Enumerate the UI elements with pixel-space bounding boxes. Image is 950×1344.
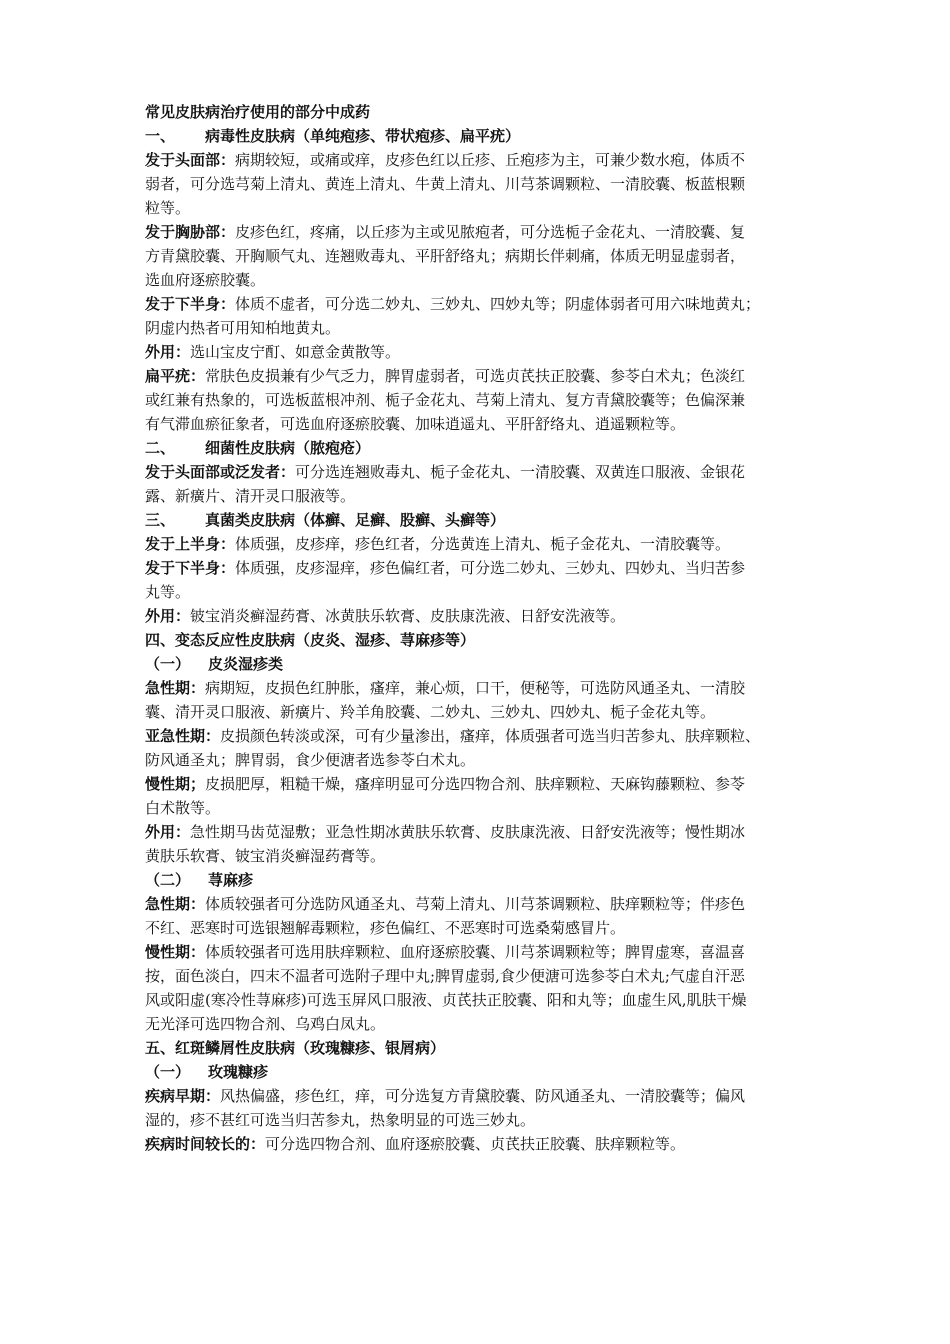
document-title: 常见皮肤病治疗使用的部分中成药 bbox=[145, 103, 371, 121]
paragraph-upper-body: 发于上半身：体质强，皮疹痒，疹色红者，分选黄连上清丸、栀子金花丸、一清胶囊等。 bbox=[145, 535, 731, 553]
paragraph-subacute: 亚急性期：皮损颜色转淡或深，可有少量渗出，瘙痒，体质强者可选当归苦参丸、肤痒颗粒、 防风通圣丸；脾胃弱，食少便溏者选参苓白术丸。 bbox=[145, 727, 761, 769]
section-heading-3: 三、 真菌类皮肤病（体癣、足癣、股癣、头癣等） bbox=[145, 511, 506, 529]
section-heading-1: 一、 病毒性皮肤病（单纯疱疹、带状疱疹、扁平疣） bbox=[145, 127, 521, 145]
paragraph-external: 外用：选山宝皮宁酊、如意金黄散等。 bbox=[145, 343, 401, 361]
paragraph-flat-wart: 扁平疣：常肤色皮损兼有少气乏力，脾胃虚弱者，可选贞芪扶正胶囊、参苓白术丸；色淡红 或红兼有热象的，可选板蓝根冲剂、栀子金花丸、芎菊上清丸、复方青黛胶囊等；色偏深兼 有气滞血瘀征象者，可选血府逐瘀胶囊、加味逍遥丸、平肝舒络丸、逍遥颗粒等。 bbox=[145, 367, 746, 433]
section-heading-5: 五、红斑鳞屑性皮肤病（玫瑰糠疹、银屑病） bbox=[145, 1039, 446, 1057]
paragraph-urticaria-acute: 急性期：体质较强者可分选防风通圣丸、芎菊上清丸、川芎茶调颗粒、肤痒颗粒等；伴疹色 不红、恶寒时可选银翘解毒颗粒，疹色偏红、不恶寒时可选桑菊感冒片。 bbox=[145, 895, 746, 937]
subsection-heading-dermatitis: （一） 皮炎湿疹类 bbox=[145, 655, 284, 673]
paragraph-chest: 发于胸胁部：皮疹色红，疼痛，以丘疹为主或见脓疱者，可分选栀子金花丸、一清胶囊、复 方青黛胶囊、开胸顺气丸、连翘败毒丸、平肝舒络丸；病期长伴刺痛，体质无明显虚弱者， 选血府逐瘀胶囊。 bbox=[145, 223, 746, 289]
section-heading-4: 四、变态反应性皮肤病（皮炎、湿疹、荨麻疹等） bbox=[145, 631, 476, 649]
paragraph-urticaria-chronic: 慢性期：体质较强者可选用肤痒颗粒、血府逐瘀胶囊、川芎茶调颗粒等；脾胃虚寒，喜温喜 按，面色淡白，四末不温者可选附子理中丸;脾胃虚弱,食少便溏可选参苓白术丸;气虚自汗恶 风或阳虚(寒冷性荨麻疹)可选玉屏风口服液、贞芪扶正胶囊、阳和丸等；血虚生风,肌肤干燥 无光泽可选四物合剂、乌鸡白凤丸。 bbox=[145, 943, 747, 1033]
document-page bbox=[145, 100, 820, 1156]
paragraph-head-face: 发于头面部：病期较短，或痛或痒，皮疹色红以丘疹、丘疱疹为主，可兼少数水疱，体质不 弱者，可分选芎菊上清丸、黄连上清丸、牛黄上清丸、川芎茶调颗粒、一清胶囊、板蓝根颗 粒等。 bbox=[145, 151, 746, 217]
paragraph-early-stage: 疾病早期：风热偏盛，疹色红，痒，可分选复方青黛胶囊、防风通圣丸、一清胶囊等；偏风 湿的，疹不甚红可选当归苦参丸，热象明显的可选三妙丸。 bbox=[145, 1087, 746, 1129]
paragraph-chronic: 慢性期；皮损肥厚，粗糙干燥，瘙痒明显可分选四物合剂、肤痒颗粒、天麻钩藤颗粒、参苓 白术散等。 bbox=[145, 775, 746, 817]
paragraph-fungal-lower: 发于下半身：体质强，皮疹湿痒，疹色偏红者，可分选二妙丸、三妙丸、四妙丸、当归苦参 丸等。 bbox=[145, 559, 746, 601]
paragraph-fungal-external: 外用：铍宝消炎癣湿药膏、冰黄肤乐软膏、皮肤康洗液、日舒安洗液等。 bbox=[145, 607, 626, 625]
subsection-heading-pityriasis: （一） 玫瑰糠疹 bbox=[145, 1063, 269, 1081]
paragraph-lower-body: 发于下半身：体质不虚者，可分选二妙丸、三妙丸、四妙丸等；阴虚体弱者可用六味地黄丸； 阴虚内热者可用知柏地黄丸。 bbox=[145, 295, 761, 337]
subsection-heading-urticaria: （二） 荨麻疹 bbox=[145, 871, 254, 889]
section-heading-2: 二、 细菌性皮肤病（脓疱疮） bbox=[145, 439, 371, 457]
paragraph-bacterial: 发于头面部或泛发者：可分选连翘败毒丸、栀子金花丸、一清胶囊、双黄连口服液、金银花 露、新癀片、清开灵口服液等。 bbox=[145, 463, 746, 505]
paragraph-acute: 急性期：病期短，皮损色红肿胀，瘙痒，兼心烦，口干，便秘等，可选防风通圣丸、一清胶 囊、清开灵口服液、新癀片、羚羊角胶囊、二妙丸、三妙丸、四妙丸、栀子金花丸等。 bbox=[145, 679, 746, 721]
paragraph-long-duration: 疾病时间较长的：可分选四物合剂、血府逐瘀胶囊、贞芪扶正胶囊、肤痒颗粒等。 bbox=[145, 1135, 686, 1153]
paragraph-eczema-external: 外用：急性期马齿苋湿敷；亚急性期冰黄肤乐软膏、皮肤康洗液、日舒安洗液等；慢性期冰 黄肤乐软膏、铍宝消炎癣湿药膏等。 bbox=[145, 823, 746, 865]
